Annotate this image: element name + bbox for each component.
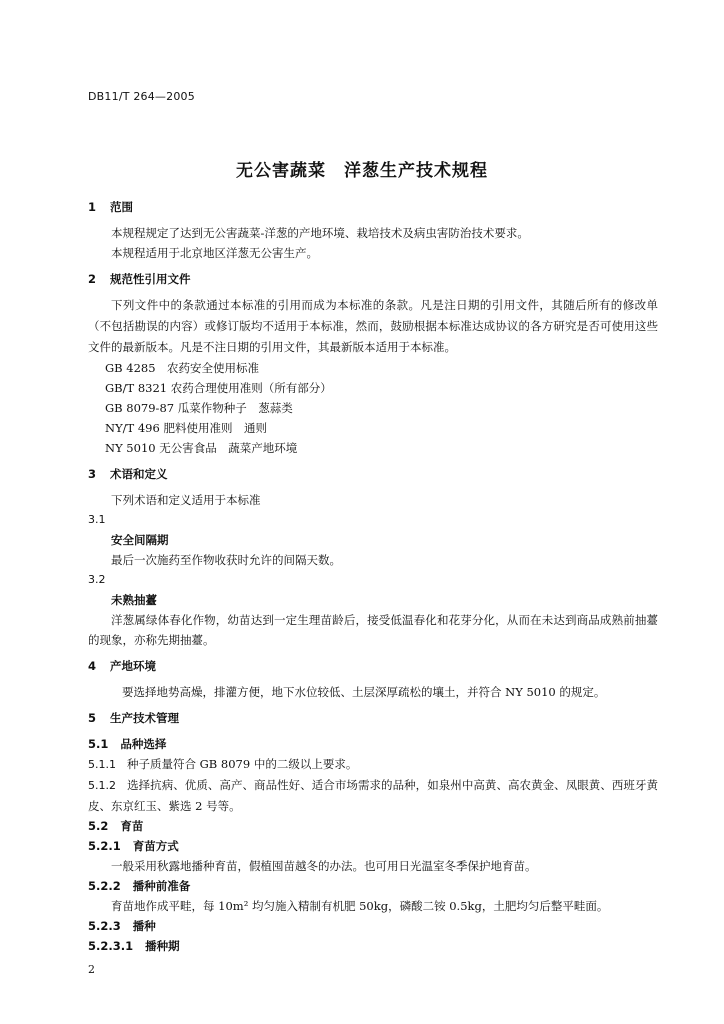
reference-item: NY 5010 无公害食品 蔬菜产地环境	[105, 441, 298, 455]
section-number: 5	[88, 711, 97, 725]
subsection-heading	[88, 734, 658, 754]
clause	[88, 754, 658, 775]
section-heading	[88, 464, 658, 484]
page-number: 2	[88, 963, 95, 976]
page-title: 无公害蔬菜 洋葱生产技术规程	[236, 161, 488, 181]
clause	[88, 775, 658, 816]
section-heading	[88, 708, 658, 728]
clause-text: 选择抗病、优质、高产、商品性好、适合市场需求的品种，如泉州中高黄、高农黄金、凤眼黄、西班牙黄皮、东京红玉、紫选 2 号等。	[88, 778, 658, 813]
section-title: 规范性引用文件	[110, 272, 191, 286]
term-definition: 洋葱属绿体春化作物，幼苗达到一定生理苗龄后，接受低温春化和花芽分化，从而在未达到商品成熟前抽薹的现象，亦称先期抽薹。	[88, 613, 658, 647]
section-heading	[88, 269, 658, 289]
section-number: 3	[88, 467, 97, 481]
section-heading	[88, 197, 658, 217]
paragraph: 本规程适用于北京地区洋葱无公害生产。	[111, 246, 318, 260]
subsection-title: 播种前准备	[132, 879, 191, 893]
paragraph: 育苗地作成平畦，每 10m² 均匀施入精制有机肥 50kg，磷酸二铵 0.5kg，土肥均匀后整平畦面。	[111, 899, 609, 913]
section-title: 术语和定义	[110, 467, 168, 481]
subsection-title: 育苗方式	[132, 839, 179, 853]
document-body	[88, 197, 658, 956]
standard-code: DB11/T 264—2005	[88, 90, 195, 103]
paragraph: 下列术语和定义适用于本标准	[111, 493, 261, 507]
term-name: 安全间隔期	[111, 533, 169, 547]
term-number: 3.1	[88, 513, 106, 526]
subsection-heading	[88, 916, 658, 936]
subsection-title: 品种选择	[120, 737, 167, 751]
subsection-number: 5.2.3.1	[88, 939, 134, 953]
paragraph: 一般采用秋露地播种育苗，假植囤苗越冬的办法。也可用日光温室冬季保护地育苗。	[111, 859, 537, 873]
clause-number: 5.1.2	[88, 779, 116, 792]
term-number: 3.2	[88, 573, 106, 586]
section-number: 4	[88, 659, 97, 673]
reference-item: NY/T 496 肥料使用准则 通则	[105, 421, 267, 435]
reference-item: GB 4285 农药安全使用标准	[105, 361, 260, 375]
subsection-title: 播种	[132, 919, 156, 933]
reference-item: GB/T 8321 农药合理使用准则（所有部分）	[105, 381, 332, 395]
subsection-heading	[88, 816, 658, 836]
subsection-number: 5.2	[88, 819, 109, 833]
clause-text: 种子质量符合 GB 8079 中的二级以上要求。	[126, 757, 358, 771]
paragraph: 要选择地势高燥，排灌方便，地下水位较低、土层深厚疏松的壤土，并符合 NY 5010 的规定。	[122, 685, 606, 699]
subsection-title: 育苗	[120, 819, 144, 833]
section-heading	[88, 656, 658, 676]
subsection-number: 5.2.3	[88, 919, 121, 933]
subsection-heading	[88, 936, 658, 956]
section-number: 2	[88, 272, 97, 286]
subsection-heading	[88, 876, 658, 896]
section-number: 1	[88, 200, 97, 214]
reference-item: GB 8079-87 瓜菜作物种子 葱蒜类	[105, 401, 293, 415]
subsection-number: 5.2.1	[88, 839, 121, 853]
section-title: 产地环境	[110, 659, 157, 673]
term-definition: 最后一次施药至作物收获时允许的间隔天数。	[111, 553, 341, 567]
subsection-heading	[88, 836, 658, 856]
subsection-title: 播种期	[145, 939, 180, 953]
subsection-number: 5.2.2	[88, 879, 121, 893]
clause-number: 5.1.1	[88, 758, 116, 771]
section-title: 生产技术管理	[110, 711, 180, 725]
term-name: 未熟抽薹	[111, 593, 157, 607]
paragraph: 下列文件中的条款通过本标准的引用而成为本标准的条款。凡是注日期的引用文件，其随后所有的修改单（不包括勘误的内容）或修订版均不适用于本标准，然而，鼓励根据本标准达成协议的各方研究是否可使用这些文件的最新版本。凡是不注日期的引用文件，其最新版本适用于本标准。	[88, 298, 658, 354]
subsection-number: 5.1	[88, 737, 109, 751]
paragraph: 本规程规定了达到无公害蔬菜-洋葱的产地环境、栽培技术及病虫害防治技术要求。	[111, 226, 529, 240]
section-title: 范围	[110, 200, 134, 214]
